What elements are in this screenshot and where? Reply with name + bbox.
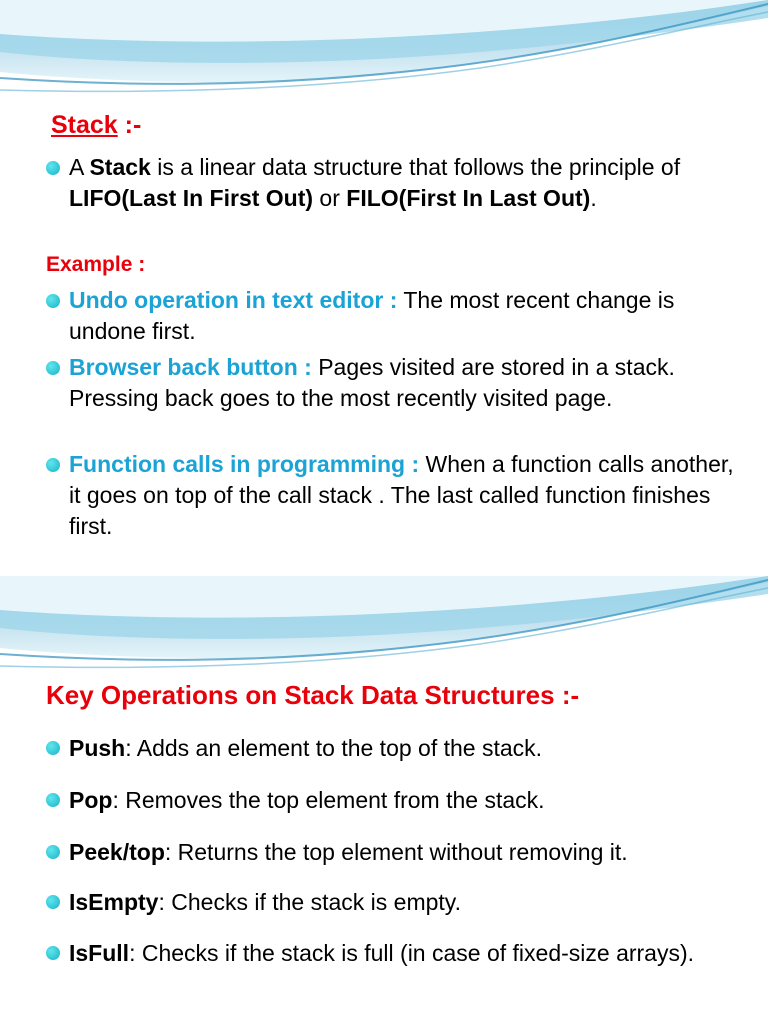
example-description: The most recent change is undone first. <box>69 287 675 344</box>
bullet-dot-icon <box>46 161 60 175</box>
stack-heading-suffix: :- <box>117 111 142 139</box>
example-description: Pages visited are stored in a stack. Pressing back goes to the most recently visited page. <box>69 354 675 411</box>
bullet-dot-icon <box>46 741 60 755</box>
operation-name: Peek/top <box>69 839 165 865</box>
operation-name: Push <box>69 735 126 761</box>
stack-definition-text: A Stack is a linear data structure that follows the principle of LIFO(Last In First Out) or FILO(First In Last Out). <box>69 154 681 211</box>
example-item-browser <box>46 352 736 414</box>
bullet-dot-icon <box>46 361 60 375</box>
operation-description: : Checks if the stack is empty. <box>158 889 461 915</box>
operation-name: IsFull <box>69 940 130 966</box>
operation-description: : Adds an element to the top of the stack. <box>125 735 543 761</box>
wave-header-decoration <box>0 0 768 95</box>
operation-description: : Checks if the stack is full (in case of fixed-size arrays). <box>129 940 695 966</box>
operation-peek-top <box>46 828 736 876</box>
example-item-undo <box>46 285 736 347</box>
example-term: Function calls in programming : <box>69 451 420 477</box>
bullet-dot-icon <box>46 895 60 909</box>
operation-pop <box>46 776 736 824</box>
bullet-dot-icon <box>46 294 60 308</box>
slide-key-operations <box>0 576 768 1024</box>
bullet-dot-icon <box>46 946 60 960</box>
bullet-dot-icon <box>46 845 60 859</box>
operation-name: Pop <box>69 787 113 813</box>
example-term: Undo operation in text editor : <box>69 287 398 313</box>
operation-name: IsEmpty <box>69 889 159 915</box>
bullet-dot-icon <box>46 458 60 472</box>
wave-header-decoration <box>0 576 768 671</box>
stack-heading <box>51 107 141 143</box>
operation-push <box>46 724 736 772</box>
operation-description: : Removes the top element from the stack. <box>112 787 545 813</box>
key-operations-heading: Key Operations on Stack Data Structures :- <box>46 680 580 710</box>
example-label: Example : <box>46 253 146 276</box>
bullet-dot-icon <box>46 793 60 807</box>
operation-isempty <box>46 878 736 926</box>
example-item-function-calls <box>46 449 736 542</box>
stack-definition-bullet <box>46 152 736 214</box>
example-description: When a function calls another, it goes on top of the call stack . The last called function finishes first. <box>69 451 734 539</box>
operation-description: : Returns the top element without removing it. <box>164 839 628 865</box>
example-term: Browser back button : <box>69 354 312 380</box>
operation-isfull <box>46 929 736 977</box>
stack-heading-word: Stack <box>51 111 118 139</box>
